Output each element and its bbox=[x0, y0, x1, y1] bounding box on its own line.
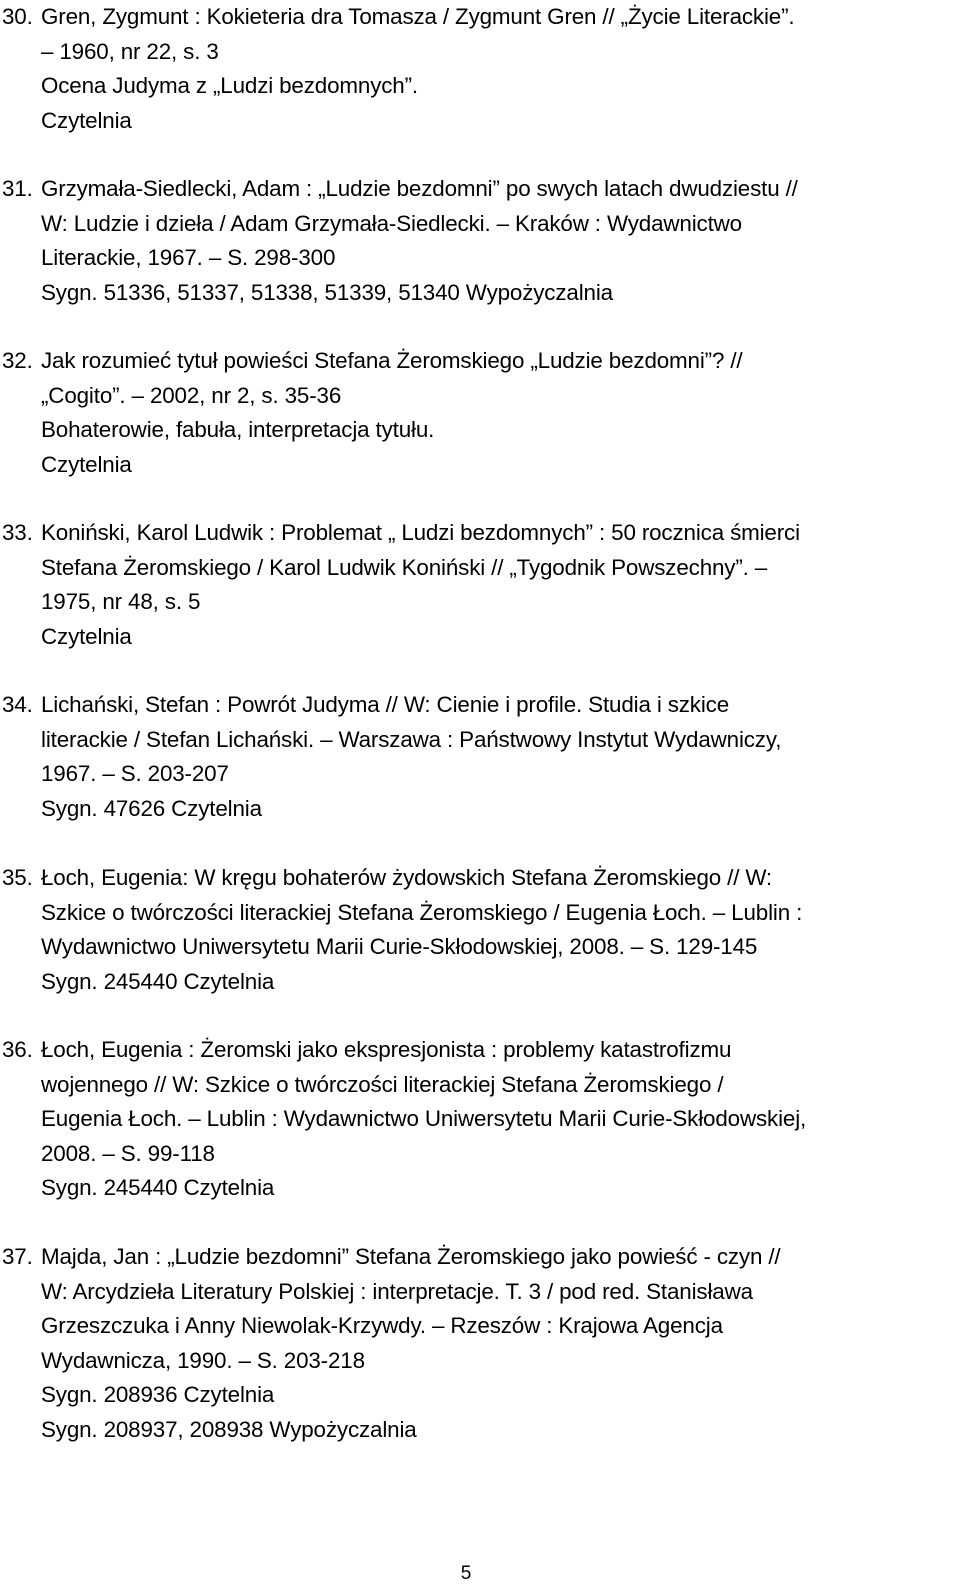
entry-text-line: Grzeszczuka i Anny Niewolak-Krzywdy. – Rzeszów : Krajowa Agencja bbox=[41, 1313, 723, 1338]
entry-text-line: 1975, nr 48, s. 5 bbox=[41, 589, 201, 614]
entry-text-line: Sygn. 208937, 208938 Wypożyczalnia bbox=[41, 1416, 417, 1442]
entry-text-line: Czytelnia bbox=[41, 107, 132, 133]
entry-text-line: – 1960, nr 22, s. 3 bbox=[41, 38, 219, 64]
entry-text-line: 2008. – S. 99-118 bbox=[41, 1140, 215, 1166]
entry-text-line: Sygn. 245440 Czytelnia bbox=[41, 1175, 275, 1200]
entry-text-line: Eugenia Łoch. – Lublin : Wydawnictwo Uniwersytetu Marii Curie-Skłodowskiej, bbox=[41, 1106, 807, 1131]
entry-text-line: Sygn. 245440 Czytelnia bbox=[41, 968, 275, 994]
entry-text-line: Ocena Judyma z „Ludzi bezdomnych”. bbox=[41, 73, 418, 98]
entry-text-line: „Cogito”. – 2002, nr 2, s. 35-36 bbox=[41, 382, 342, 408]
entry-text-line: Łoch, Eugenia: W kręgu bohaterów żydowskich Stefana Żeromskiego // W: bbox=[41, 865, 772, 890]
entry-text-line: W: Ludzie i dzieła / Adam Grzymała-Siedlecki. – Kraków : Wydawnictwo bbox=[41, 210, 742, 236]
entry-text-line: W: Arcydzieła Literatury Polskiej : interpretacje. T. 3 / pod red. Stanisława bbox=[41, 1278, 753, 1304]
entry-text-line: Czytelnia bbox=[41, 623, 132, 649]
entry-text-line: wojennego // W: Szkice o twórczości literackiej Stefana Żeromskiego / bbox=[41, 1071, 724, 1097]
entry-number: 33. bbox=[2, 520, 33, 545]
entry-number: 35. bbox=[2, 865, 33, 890]
entry-text-line: Lichański, Stefan : Powrót Judyma // W: Cienie i profile. Studia i szkice bbox=[41, 692, 730, 717]
entry-text-line: Stefana Żeromskiego / Karol Ludwik Koniński // „Tygodnik Powszechny”. – bbox=[41, 554, 768, 580]
entry-text-line: Łoch, Eugenia : Żeromski jako ekspresjonista : problemy katastrofizmu bbox=[41, 1037, 732, 1062]
entry-text-line: Literackie, 1967. – S. 298-300 bbox=[41, 245, 336, 270]
entry-text-line: Bohaterowie, fabuła, interpretacja tytułu. bbox=[41, 417, 435, 442]
entry-text-line: Wydawnicza, 1990. – S. 203-218 bbox=[41, 1347, 365, 1373]
entry-number: 34. bbox=[2, 692, 33, 717]
entry-text-line: Majda, Jan : „Ludzie bezdomni” Stefana Żeromskiego jako powieść - czyn // bbox=[41, 1244, 781, 1269]
page-number: 5 bbox=[460, 1563, 472, 1584]
entry-text-line: Gren, Zygmunt : Kokieteria dra Tomasza / Zygmunt Gren // „Życie Literackie”. bbox=[41, 4, 795, 29]
entry-text-line: Wydawnictwo Uniwersytetu Marii Curie-Skłodowskiej, 2008. – S. 129-145 bbox=[41, 934, 758, 959]
entry-number: 37. bbox=[2, 1244, 33, 1269]
entry-text-line: 1967. – S. 203-207 bbox=[41, 761, 229, 786]
entry-text-line: Grzymała-Siedlecki, Adam : „Ludzie bezdomni” po swych latach dwudziestu // bbox=[41, 176, 798, 201]
entry-text-line: Jak rozumieć tytuł powieści Stefana Żeromskiego „Ludzie bezdomni”? // bbox=[41, 348, 743, 373]
entry-text-line: Szkice o twórczości literackiej Stefana Żeromskiego / Eugenia Łoch. – Lublin : bbox=[41, 899, 803, 925]
entry-text-line: literackie / Stefan Lichański. – Warszawa : Państwowy Instytut Wydawniczy, bbox=[41, 726, 782, 752]
entry-text-line: Sygn. 51336, 51337, 51338, 51339, 51340 Wypożyczalnia bbox=[41, 279, 613, 305]
entry-number: 36. bbox=[2, 1037, 33, 1062]
entry-number: 32. bbox=[2, 348, 33, 373]
entry-text-line: Sygn. 208936 Czytelnia bbox=[41, 1382, 275, 1407]
entry-number: 31. bbox=[2, 176, 33, 201]
entry-text-line: Sygn. 47626 Czytelnia bbox=[41, 795, 262, 821]
entry-number: 30. bbox=[2, 4, 33, 29]
entry-text-line: Koniński, Karol Ludwik : Problemat „ Ludzi bezdomnych” : 50 rocznica śmierci bbox=[41, 520, 800, 545]
entry-text-line: Czytelnia bbox=[41, 451, 132, 477]
